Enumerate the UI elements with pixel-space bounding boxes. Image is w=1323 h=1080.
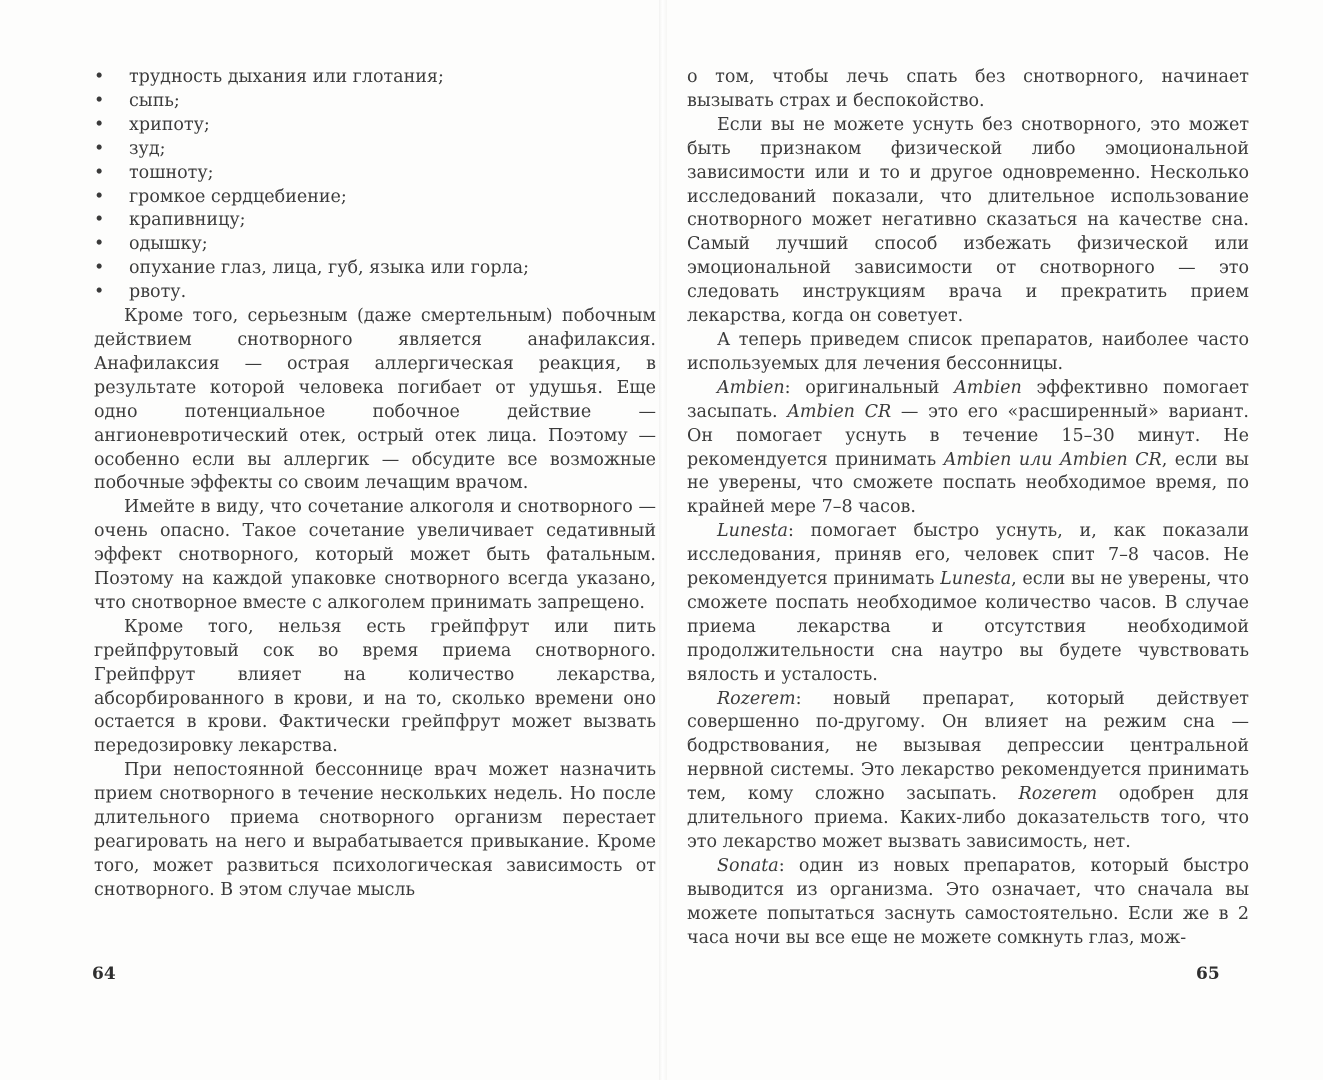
list-item: • крапивницу; bbox=[94, 209, 656, 233]
bullet-icon: • bbox=[94, 282, 105, 303]
list-item: • хрипоту; bbox=[94, 114, 656, 138]
list-item: • тошноту; bbox=[94, 162, 656, 186]
bullet-icon: • bbox=[94, 114, 105, 135]
bullet-icon: • bbox=[94, 162, 105, 183]
list-item: • зуд; bbox=[94, 138, 656, 162]
list-item: • громкое сердцебиение; bbox=[94, 186, 656, 210]
paragraph-physical-dependence: Если вы не можете уснуть без снотворного, это может быть признаком физической либо эмоциональной зависимости или и то и другое одновременно. Несколько исследований показали, что длительное использование снотворного может негативно сказаться на качестве сна. Самый лучший способ избежать физической или эмоциональной зависимости от снотворного — это следовать инструкциям врача и прекратить прием лекарства, когда он советует. bbox=[687, 114, 1249, 327]
bullet-icon: • bbox=[94, 186, 105, 207]
left-page bbox=[94, 66, 656, 903]
bullet-icon: • bbox=[94, 138, 105, 159]
paragraph-sonata: Sonata: один из новых препаратов, который быстро выводится из организма. Это означает, что сначала вы можете попытаться заснуть самостоятельно. Если же в 2 часа ночи вы все еще не можете сомкнуть глаз, мож- bbox=[687, 855, 1249, 948]
paragraph-grapefruit: Кроме того, нельзя есть грейпфрут или пить грейпфрутовый сок во время приема снотворного. Грейпфрут влияет на количество лекарства, абсорбированного в крови, и на то, сколько времени оно остается в крови. Фактически грейпфрут может вызвать передозировку лекарства. bbox=[94, 616, 656, 757]
paragraph-rozerem: Rozerem: новый препарат, который действует совершенно по-другому. Он влияет на режим сна — бодрствования, не вызывая депрессии центральной нервной системы. Это лекарство рекомендуется принимать тем, кому сложно засыпать. Rozerem одобрен для длительного приема. Каких-либо доказательств того, что это лекарство может вызвать зависимость, нет. bbox=[687, 688, 1249, 852]
page-number-left: 64 bbox=[92, 964, 116, 984]
list-item: • опухание глаз, лица, губ, языка или горла; bbox=[94, 257, 656, 281]
drug-name-lunesta: Lunesta bbox=[717, 521, 788, 542]
list-item: • рвоту. bbox=[94, 281, 656, 305]
list-item: • одышку; bbox=[94, 233, 656, 257]
page-number-right: 65 bbox=[1196, 964, 1220, 984]
bullet-icon: • bbox=[94, 258, 105, 279]
drug-name-rozerem: Rozerem bbox=[717, 688, 796, 709]
paragraph-ambien: Ambien: оригинальный Ambien эффективно помогает засыпать. Ambien CR — это его «расширенный» вариант. Он помогает уснуть в течение 15–30 минут. Не рекомендуется принимать Ambien или Ambien CR, если вы не уверены, что сможете поспать необходимое время, по крайней мере 7–8 часов. bbox=[687, 377, 1249, 518]
bullet-icon: • bbox=[94, 90, 105, 111]
bullet-icon: • bbox=[94, 234, 105, 255]
bullet-icon: • bbox=[94, 67, 105, 87]
paragraph-alcohol: Имейте в виду, что сочетание алкоголя и снотворного — очень опасно. Такое сочетание увеличивает седативный эффект снотворного, который может быть фатальным. Поэтому на каждой упаковке снотворного всегда указано, что снотворное вместе с алкоголем принимать запрещено. bbox=[94, 497, 656, 613]
list-item: • трудность дыхания или глотания; bbox=[94, 66, 656, 90]
list-item: • сыпь; bbox=[94, 90, 656, 114]
book-gutter bbox=[659, 0, 667, 1080]
paragraph-dependence: При непостоянной бессоннице врач может назначить прием снотворного в течение нескольких недель. Но после длительного приема снотворного организм перестает реагировать на него и вырабатывается привыкание. Кроме того, может развиться психологическая зависимость от снотворного. В этом случае мысль bbox=[94, 760, 656, 900]
drug-name-ambien: Ambien bbox=[717, 377, 785, 398]
paragraph-anaphylaxis: Кроме того, серьезным (даже смертельным) побочным действием снотворного является анафилаксия. Анафилаксия — острая аллергическая реакция, в результате которой человека погибает от удушья. Еще одно потенциальное побочное действие — ангионевротический отек, острый отек лица. Поэтому — особенно если вы аллергик — обсудите все возможные побочные эффекты со своим лечащим врачом. bbox=[94, 306, 656, 494]
symptom-list bbox=[94, 66, 656, 305]
drug-name-sonata: Sonata bbox=[717, 855, 779, 876]
paragraph-lunesta: Lunesta: помогает быстро уснуть, и, как показали исследования, приняв его, человек спит 7–8 часов. Не рекомендуется принимать Lunesta, если вы не уверены, что сможете поспать необходимое количество часов. В случае приема лекарства и отсутствия необходимой продолжительности сна наутро вы будете чувствовать вялость и усталость. bbox=[687, 521, 1249, 685]
right-page bbox=[687, 66, 1249, 951]
bullet-icon: • bbox=[94, 210, 105, 231]
paragraph-continuation: о том, чтобы лечь спать без снотворного, начинает вызывать страх и беспокойство. bbox=[687, 67, 1249, 111]
paragraph-drug-list-intro: А теперь приведем список препаратов, наиболее часто используемых для лечения бессонницы. bbox=[687, 329, 1249, 374]
